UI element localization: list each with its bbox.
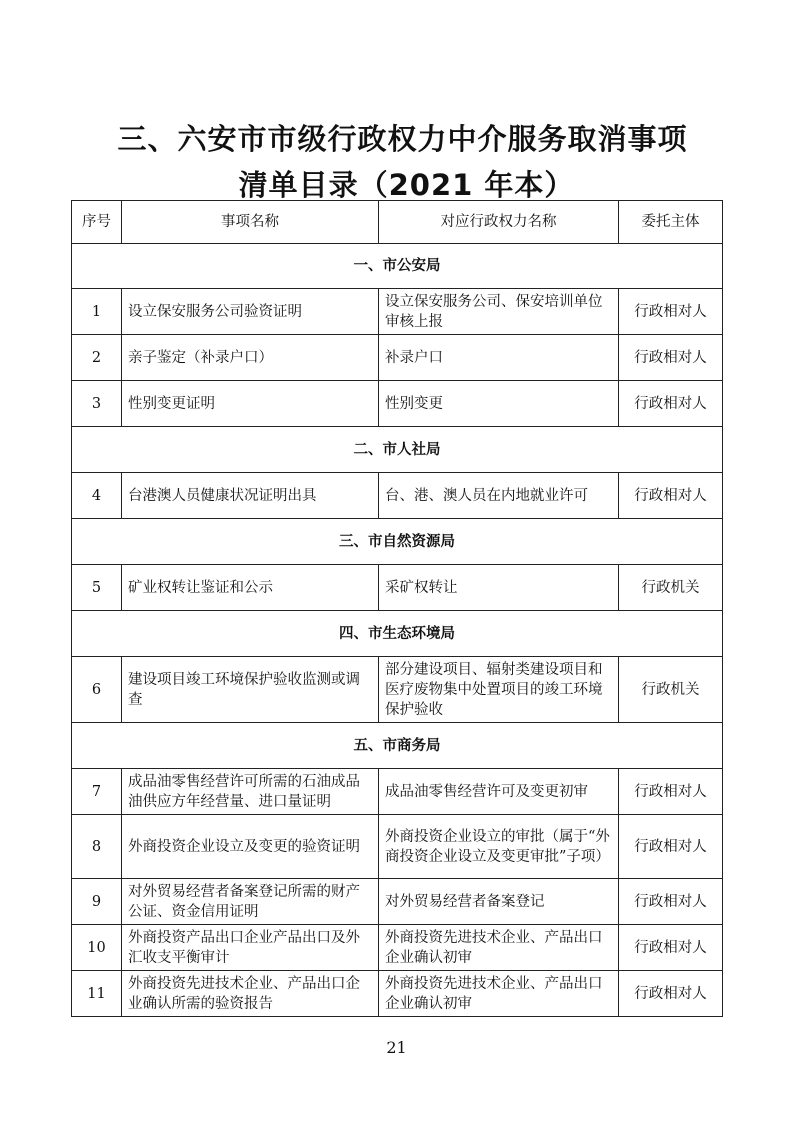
power-name: 外商投资企业设立的审批（属于“外商投资企业设立及变更审批”子项） — [379, 815, 619, 879]
section-title: 一、市公安局 — [72, 244, 723, 289]
row-number: 5 — [72, 565, 122, 611]
row-number: 9 — [72, 879, 122, 925]
power-name: 对外贸易经营者备案登记 — [379, 879, 619, 925]
entrust-subject: 行政相对人 — [619, 473, 723, 519]
section-row-public-security — [72, 244, 723, 289]
section-row-hr-social-security — [72, 427, 723, 473]
item-name: 矿业权转让鉴证和公示 — [122, 565, 379, 611]
power-name: 成品油零售经营许可及变更初审 — [379, 769, 619, 815]
item-name: 外商投资先进技术企业、产品出口企业确认所需的验资报告 — [122, 971, 379, 1017]
table-row — [72, 971, 723, 1017]
row-number: 11 — [72, 971, 122, 1017]
item-name: 外商投资产品出口企业产品出口及外汇收支平衡审计 — [122, 925, 379, 971]
item-name: 性别变更证明 — [122, 381, 379, 427]
item-name: 成品油零售经营许可所需的石油成品油供应方年经营量、进口量证明 — [122, 769, 379, 815]
item-name: 建设项目竣工环境保护验收监测或调查 — [122, 657, 379, 723]
power-name: 性别变更 — [379, 381, 619, 427]
section-title: 二、市人社局 — [72, 427, 723, 473]
title-line-1: 三、六安市市级行政权力中介服务取消事项 — [117, 122, 688, 156]
table-row — [72, 335, 723, 381]
item-name: 台港澳人员健康状况证明出具 — [122, 473, 379, 519]
section-title: 四、市生态环境局 — [72, 611, 723, 657]
item-name: 亲子鉴定（补录户口） — [122, 335, 379, 381]
table-row — [72, 473, 723, 519]
power-name: 台、港、澳人员在内地就业许可 — [379, 473, 619, 519]
table-row — [72, 769, 723, 815]
power-name: 部分建设项目、辐射类建设项目和医疗废物集中处置项目的竣工环境保护验收 — [379, 657, 619, 723]
header-entrust: 委托主体 — [619, 201, 723, 244]
table-row — [72, 925, 723, 971]
row-number: 7 — [72, 769, 122, 815]
item-name: 外商投资企业设立及变更的验资证明 — [122, 815, 379, 879]
row-number: 2 — [72, 335, 122, 381]
row-number: 10 — [72, 925, 122, 971]
section-row-natural-resources — [72, 519, 723, 565]
item-name: 对外贸易经营者备案登记所需的财产公证、资金信用证明 — [122, 879, 379, 925]
entrust-subject: 行政相对人 — [619, 879, 723, 925]
entrust-subject: 行政机关 — [619, 657, 723, 723]
power-name: 采矿权转让 — [379, 565, 619, 611]
power-name: 外商投资先进技术企业、产品出口企业确认初审 — [379, 925, 619, 971]
power-name: 设立保安服务公司、保安培训单位审核上报 — [379, 289, 619, 335]
section-row-ecology-environment — [72, 611, 723, 657]
table-row — [72, 815, 723, 879]
page-number: 21 — [386, 1038, 407, 1057]
entrust-subject: 行政相对人 — [619, 335, 723, 381]
section-title: 三、市自然资源局 — [72, 519, 723, 565]
power-name: 补录户口 — [379, 335, 619, 381]
header-no: 序号 — [72, 201, 122, 244]
row-number: 6 — [72, 657, 122, 723]
table-row — [72, 879, 723, 925]
entrust-subject: 行政相对人 — [619, 381, 723, 427]
row-number: 4 — [72, 473, 122, 519]
power-name: 外商投资先进技术企业、产品出口企业确认初审 — [379, 971, 619, 1017]
entrust-subject: 行政相对人 — [619, 971, 723, 1017]
row-number: 8 — [72, 815, 122, 879]
row-number: 3 — [72, 381, 122, 427]
table-row — [72, 381, 723, 427]
entrust-subject: 行政相对人 — [619, 815, 723, 879]
header-item: 事项名称 — [122, 201, 379, 244]
section-title: 五、市商务局 — [72, 723, 723, 769]
catalog-table — [71, 200, 723, 1017]
item-name: 设立保安服务公司验资证明 — [122, 289, 379, 335]
title-line-2: 清单目录（2021 年本） — [238, 168, 575, 202]
header-row — [72, 201, 723, 244]
entrust-subject: 行政相对人 — [619, 289, 723, 335]
header-power: 对应行政权力名称 — [379, 201, 619, 244]
entrust-subject: 行政机关 — [619, 565, 723, 611]
page-title — [0, 116, 793, 208]
table-row — [72, 289, 723, 335]
entrust-subject: 行政相对人 — [619, 925, 723, 971]
entrust-subject: 行政相对人 — [619, 769, 723, 815]
table-row — [72, 657, 723, 723]
row-number: 1 — [72, 289, 122, 335]
table-row — [72, 565, 723, 611]
section-row-commerce — [72, 723, 723, 769]
